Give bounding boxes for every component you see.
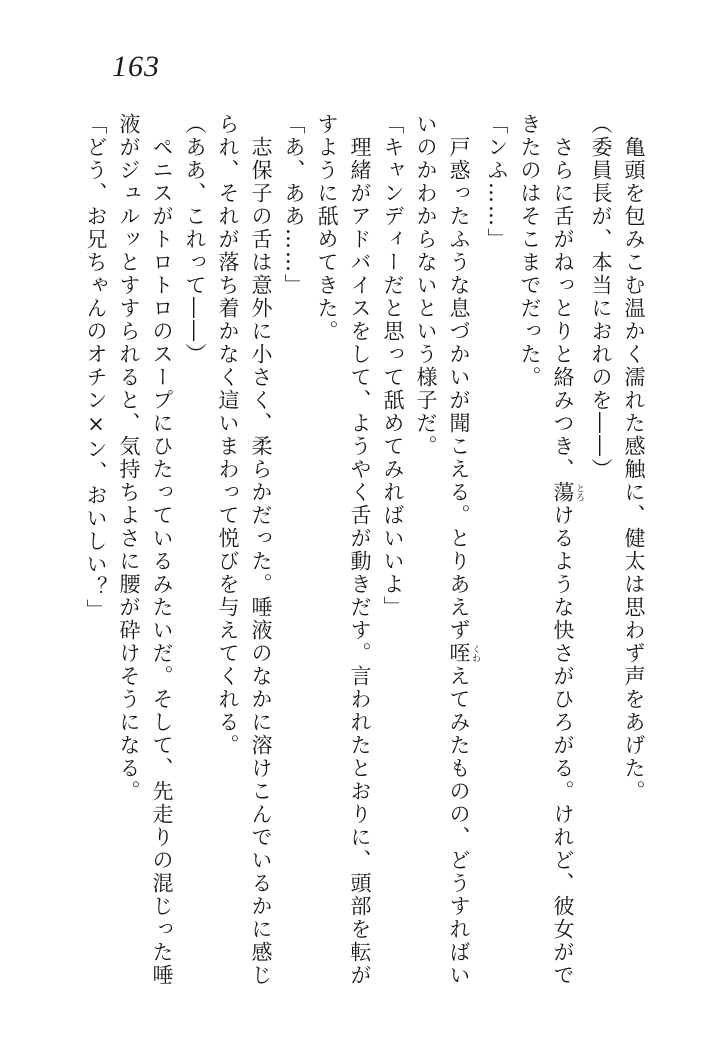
text-line: 「あ、ああ……」 — [282, 113, 306, 297]
text-line: （ああ、これって――） — [183, 113, 207, 366]
text-line: 「ンふ……」 — [485, 113, 509, 251]
text-line: 理緒がアドバイスをして、ようやく舌が動きだす。言われたとおりに、頭部を転が — [348, 136, 372, 987]
text-line: られ、それが落ち着かなく這いまわって悦びを与えてくれる。 — [216, 113, 240, 757]
text-line: すように舐めてきた。 — [315, 113, 339, 343]
text-line: 「どう、お兄ちゃんのオチン×ン、おいしい？」 — [84, 113, 108, 622]
text-line: きたのはそこまでだった。 — [518, 113, 542, 389]
text-line: いのかわからないという様子だ。 — [414, 113, 438, 458]
furigana-ruby: 蕩 とろ — [551, 481, 584, 504]
vertical-text-block — [79, 113, 650, 1001]
furigana-ruby: 咥 くわ — [447, 642, 480, 665]
text-line: ペニスがトロトロのスープにひたっているみたいだ。そして、先走りの混じった唾 — [150, 136, 174, 987]
text-line: 志保子の舌は意外に小さく、柔らかだった。唾液のなかに溶けこんでいるかに感じ — [249, 136, 273, 987]
text-line: （委員長が、本当におれのを――） — [589, 113, 613, 481]
page-number: 163 — [112, 50, 160, 83]
text-line: 亀頭を包みこむ温かく濡れた感触に、健太は思わず声をあげた。 — [622, 136, 646, 803]
text-line: 戸惑ったふうな息づかいが聞こえる。とりあえず咥 くわえてみたものの、どうすればい — [447, 136, 480, 987]
text-line: 「キャンディーだと思って舐めてみればいいよ」 — [381, 113, 405, 619]
text-line: さらに舌がねっとりと絡みつき、蕩 とろけるような快さがひろがる。けれど、彼女がで — [551, 136, 584, 987]
text-line: 液がジュルッとすすられると、気持ちよさに腰が砕けそうになる。 — [117, 113, 141, 803]
